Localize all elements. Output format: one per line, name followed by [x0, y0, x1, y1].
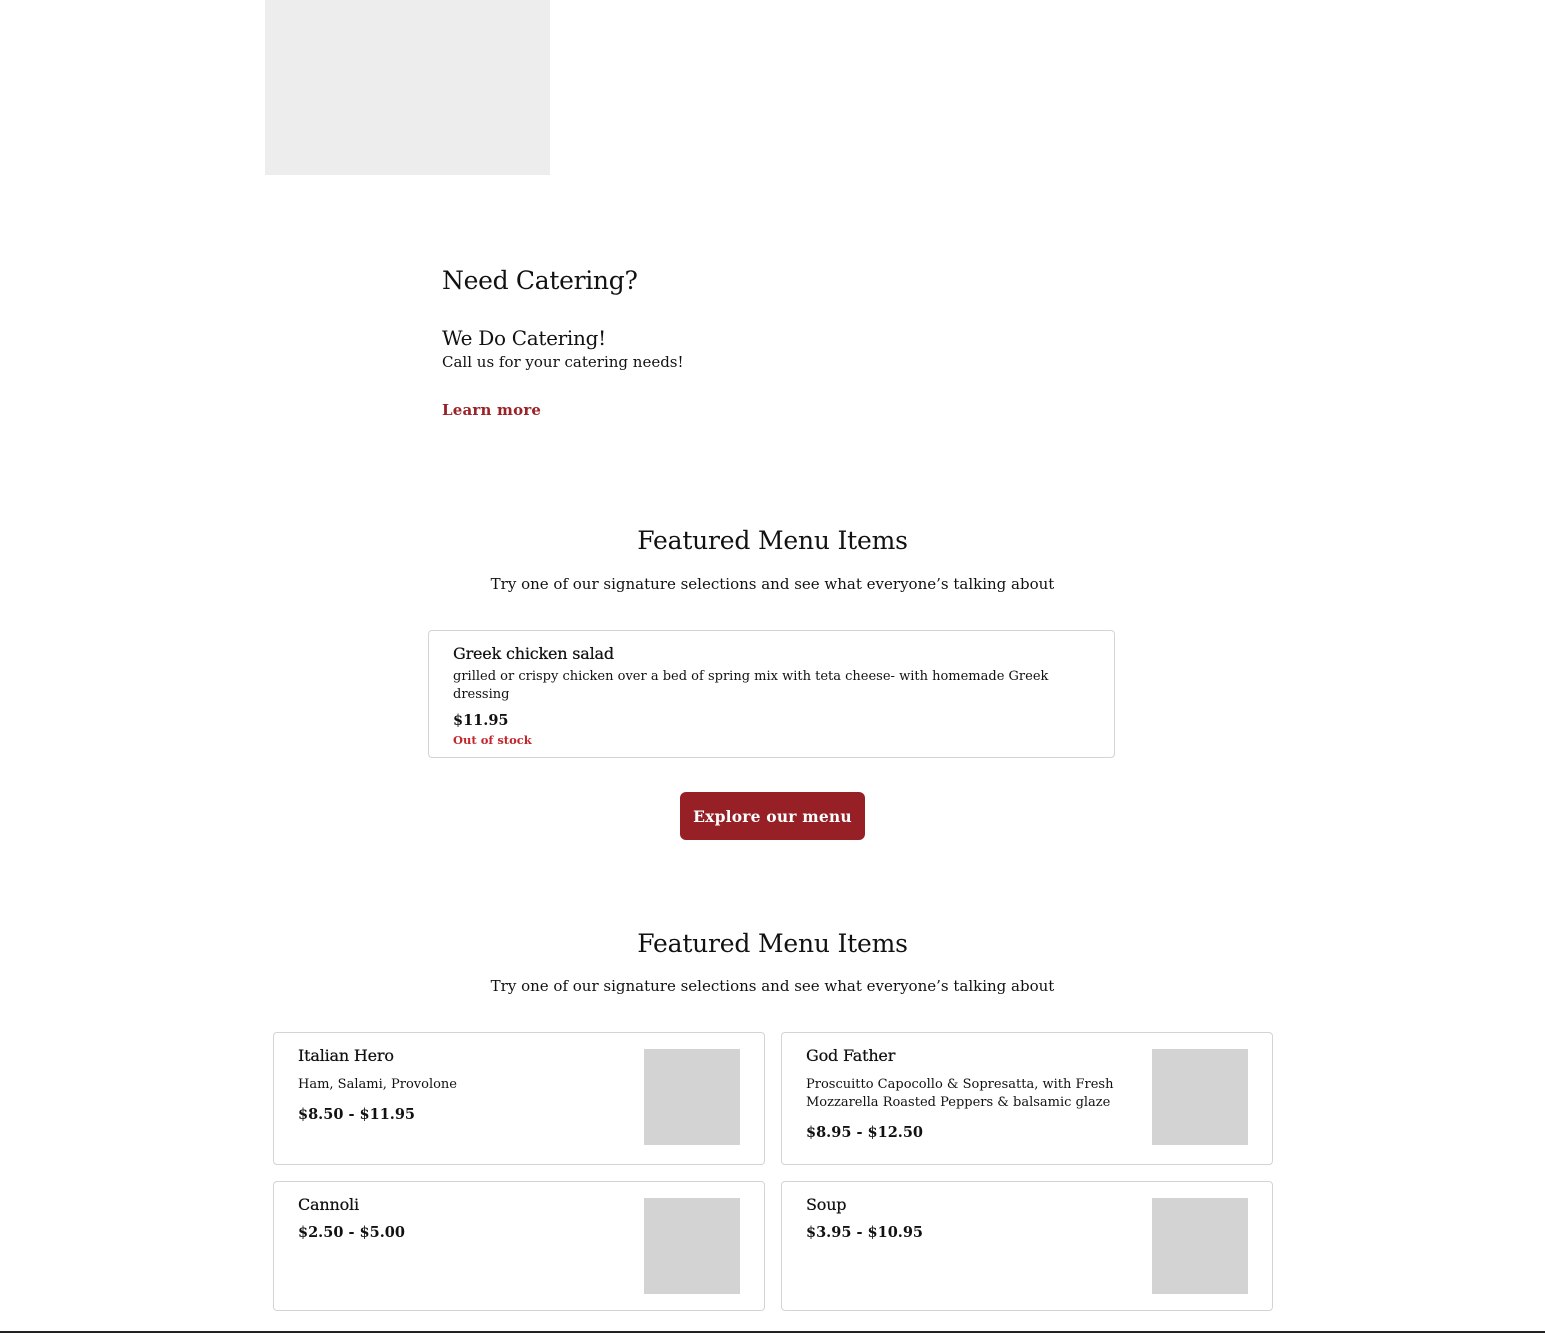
featured-section-title: Featured Menu Items	[637, 526, 908, 555]
catering-section	[442, 262, 1142, 419]
menu-item-description: Proscuitto Capocollo & Sopresatta, with Fresh Mozzarella Roasted Peppers & balsamic glaze	[806, 1077, 1114, 1110]
menu-item-text	[806, 1194, 1126, 1244]
menu-item-description: Ham, Salami, Provolone	[298, 1077, 458, 1092]
menu-item-text	[298, 1045, 618, 1126]
learn-more-link[interactable]: Learn more	[442, 401, 542, 419]
catering-description: Call us for your catering needs!	[442, 353, 684, 371]
menu-item-text	[298, 1194, 618, 1244]
menu-item-image-placeholder	[1152, 1198, 1248, 1294]
menu-item-name: Greek chicken salad	[453, 644, 614, 663]
menu-item-card-cannoli[interactable]	[273, 1181, 765, 1311]
explore-menu-button[interactable]: Explore our menu	[680, 792, 865, 840]
hero-image-placeholder	[265, 0, 550, 175]
menu-item-card-italian-hero[interactable]	[273, 1032, 765, 1165]
menu-item-name: God Father	[806, 1046, 896, 1065]
menu-item-name: Italian Hero	[298, 1046, 394, 1065]
catering-title: Need Catering?	[442, 266, 638, 295]
featured-grid-title: Featured Menu Items	[637, 929, 908, 958]
menu-item-name: Soup	[806, 1195, 847, 1214]
menu-item-card-soup[interactable]	[781, 1181, 1273, 1311]
menu-item-description: grilled or crispy chicken over a bed of spring mix with teta cheese- with homemade Greek dressing	[453, 669, 1049, 702]
out-of-stock-badge: Out of stock	[453, 733, 532, 747]
featured-grid-subtitle: Try one of our signature selections and see what everyone’s talking about	[490, 977, 1055, 995]
menu-item-image-placeholder	[644, 1049, 740, 1145]
menu-item-card-god-father[interactable]	[781, 1032, 1273, 1165]
menu-item-image-placeholder	[644, 1198, 740, 1294]
menu-item-price: $11.95	[453, 712, 509, 729]
menu-item-price: $3.95 - $10.95	[806, 1224, 924, 1241]
menu-item-price: $8.50 - $11.95	[298, 1106, 416, 1123]
menu-item-text	[806, 1045, 1126, 1144]
menu-item-image-placeholder	[1152, 1049, 1248, 1145]
catering-subtitle: We Do Catering!	[442, 326, 606, 350]
menu-item-price: $2.50 - $5.00	[298, 1224, 405, 1241]
menu-item-price: $8.95 - $12.50	[806, 1124, 924, 1141]
menu-item-name: Cannoli	[298, 1195, 359, 1214]
menu-item-card-greek-chicken-salad[interactable]	[428, 630, 1115, 758]
featured-section-subtitle: Try one of our signature selections and see what everyone’s talking about	[490, 575, 1055, 593]
